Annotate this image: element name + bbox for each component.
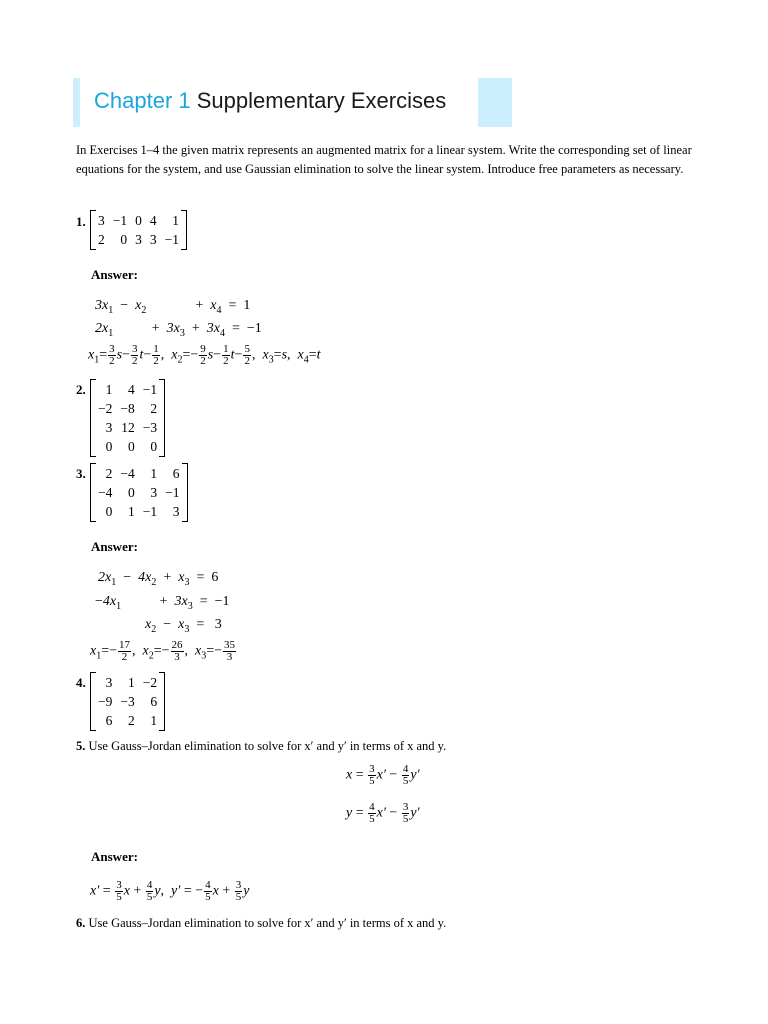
matrix-entry: −1: [142, 504, 158, 519]
matrix-entry: 3: [98, 213, 105, 228]
equation: x = $\frac{3}{5}$ x′ − $\frac{4}{5}$ y′: [346, 763, 420, 787]
matrix-entry: 0: [128, 439, 135, 454]
exercise-number: 5.: [76, 739, 86, 753]
matrix-row: [94, 464, 184, 483]
matrix-entry: −2: [98, 401, 113, 416]
matrix-entry: 0: [105, 504, 113, 519]
matrix-entry: 6: [105, 713, 113, 728]
matrix-exercise-4: [90, 672, 165, 731]
equation: $x_2 - x_3 = 3$: [145, 617, 222, 635]
equation: $-4x_1$ + $3x_3 = -1$: [95, 594, 230, 612]
matrix-row: [94, 502, 184, 521]
matrix-entry: 1: [105, 382, 113, 397]
exercise-5-prompt: [76, 739, 446, 754]
matrix-entry: 4: [149, 213, 157, 228]
matrix-row: [94, 418, 161, 437]
matrix-entry: 6: [172, 466, 180, 481]
matrix-entry: 1: [150, 466, 158, 481]
matrix-entry: −1: [112, 213, 128, 228]
exercise-number: 2.: [76, 382, 86, 397]
matrix-entry: 0: [128, 485, 135, 500]
title-rest: Supplementary Exercises: [196, 88, 447, 113]
matrix-entry: 2: [150, 401, 158, 416]
exercise-number: 6.: [76, 916, 86, 930]
matrix-entry: 4: [128, 382, 135, 397]
matrix-row: [94, 230, 183, 249]
exercise-6-prompt: [76, 916, 446, 931]
answer-label: Answer:: [91, 539, 138, 554]
matrix-exercise-1: [90, 210, 187, 250]
matrix-entry: 3: [172, 504, 180, 519]
matrix-entry: 2: [98, 232, 105, 247]
title-banner: [73, 78, 512, 127]
matrix-entry: 2: [105, 466, 113, 481]
matrix-entry: 1: [172, 213, 179, 228]
matrix-entry: −4: [120, 466, 135, 481]
matrix-entry: 3: [105, 420, 113, 435]
matrix-entry: −1: [165, 485, 180, 500]
matrix-entry: −3: [120, 694, 135, 709]
matrix-entry: −8: [120, 401, 135, 416]
exercise-number: 3.: [76, 466, 86, 481]
matrix-entry: 6: [150, 694, 158, 709]
matrix-entry: 0: [150, 439, 158, 454]
matrix-entry: −1: [142, 382, 158, 397]
equation: y = $\frac{4}{5}$ x′ − $\frac{3}{5}$ y′: [346, 801, 420, 825]
exercise-number: 4.: [76, 675, 86, 690]
matrix-row: [94, 437, 161, 456]
matrix-exercise-2: [90, 379, 165, 457]
matrix-row: [94, 399, 161, 418]
matrix-entry: 1: [150, 713, 158, 728]
matrix-entry: −4: [98, 485, 113, 500]
matrix-entry: −3: [142, 420, 158, 435]
matrix-entry: 0: [135, 213, 142, 228]
solution: $x_1=-$ $\frac{17}{2}$ , $x_2=-$ $\frac{26}{3}$ , $x_3=-$ $\frac{35}{3}$: [90, 639, 236, 663]
intro-paragraph: In Exercises 1–4 the given matrix represents an augmented matrix for a linear system. Write the corresponding set of linear equations for the system, and use Gaussian elimination to solve the linear system. Introduce free parameters as necessary.: [76, 143, 692, 176]
answer-label: Answer:: [91, 849, 138, 864]
equation: $2x_1$ + $3x_3 + 3x_4 = -1$: [95, 321, 262, 339]
matrix-entry: −1: [164, 232, 179, 247]
matrix-exercise-3: [90, 463, 188, 522]
matrix-entry: 1: [128, 675, 135, 690]
title-inner: [80, 78, 478, 127]
matrix-entry: −2: [142, 675, 158, 690]
matrix-row: [94, 211, 183, 230]
matrix-entry: −9: [98, 694, 113, 709]
matrix-entry: 2: [128, 713, 135, 728]
matrix-entry: 1: [128, 504, 135, 519]
matrix-entry: 3: [105, 675, 113, 690]
page-title: [94, 88, 446, 114]
solution: x′ = $\frac{3}{5}$ x + $\frac{4}{5}$ y, y′ = − $\frac{4}{5}$ x + $\frac{3}{5}$ y: [90, 879, 250, 903]
matrix-row: [94, 380, 161, 399]
matrix-entry: 3: [150, 485, 158, 500]
matrix-row: [94, 692, 161, 711]
matrix-row: [94, 711, 161, 730]
exercise-text: Use Gauss–Jordan elimination to solve for x′ and y′ in terms of x and y.: [88, 739, 447, 753]
exercise-number: 1.: [76, 214, 86, 229]
matrix-entry: 3: [149, 232, 157, 247]
matrix-row: [94, 673, 161, 692]
answer-label: Answer:: [91, 267, 138, 282]
matrix-entry: 0: [120, 232, 128, 247]
equation: $3x_1 - x_2$ + $x_4 = 1$: [95, 298, 251, 316]
matrix-entry: 3: [135, 232, 142, 247]
matrix-row: [94, 483, 184, 502]
exercise-text: Use Gauss–Jordan elimination to solve for x′ and y′ in terms of x and y.: [88, 916, 447, 930]
matrix-entry: 0: [105, 439, 113, 454]
solution: $x_1=$ $\frac{3}{2}$ s− $\frac{3}{2}$ t− $\frac{1}{2}$ , $x_2=-$ $\frac{9}{2}$ s− $\frac{1}{2}$ t− $\frac{5}{2}$ , $x_3=s$, $x_4=t$: [88, 343, 321, 367]
matrix-entry: 12: [121, 420, 135, 435]
equation: $2x_1 - 4x_2 + x_3 = 6$: [98, 570, 219, 588]
title-chapter: Chapter 1: [94, 88, 191, 113]
